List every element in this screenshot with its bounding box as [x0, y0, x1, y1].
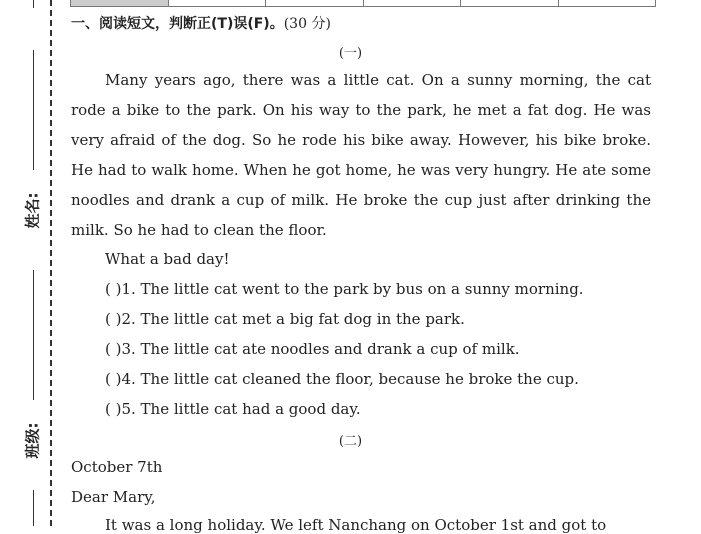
part2-label: (二): [338, 434, 363, 449]
score-table: [70, 0, 656, 7]
letter-date: October 7th: [71, 458, 163, 476]
name-label: 姓名:: [23, 192, 42, 229]
class-label: 班级:: [23, 422, 42, 459]
section-heading: 一、阅读短文，判断正(T)误(F)。(30 分): [71, 16, 331, 32]
passage: Many years ago, there was a little cat. On a sunny morning, the cat rode a bike to the park. On his way to the park, he met a fat dog. He was very afraid of the dog. So he rode his bike away. However, his bike broke. He had to walk home. When he got home, he was very hungry. He ate some noodles and drank a cup of milk. He broke the cup just after drinking the milk. So he had to clean the floor.: [71, 71, 651, 239]
question-2: ( )2. The little cat met a big fat dog in the park.: [105, 310, 465, 328]
field-line: [33, 0, 34, 8]
passage-closing: What a bad day!: [105, 250, 230, 268]
letter-first-line: It was a long holiday. We left Nanchang on October 1st and got to: [105, 516, 607, 534]
letter-greeting: Dear Mary,: [71, 488, 156, 506]
name-field-line: [33, 50, 34, 170]
part1-label: (一): [338, 46, 363, 61]
question-3: ( )3. The little cat ate noodles and drank a cup of milk.: [105, 340, 520, 358]
question-4: ( )4. The little cat cleaned the floor, because he broke the cup.: [105, 370, 579, 388]
question-5: ( )5. The little cat had a good day.: [105, 400, 361, 418]
question-1: ( )1. The little cat went to the park by bus on a sunny morning.: [105, 280, 584, 298]
class-field-line: [33, 270, 34, 400]
field-line: [33, 490, 34, 526]
